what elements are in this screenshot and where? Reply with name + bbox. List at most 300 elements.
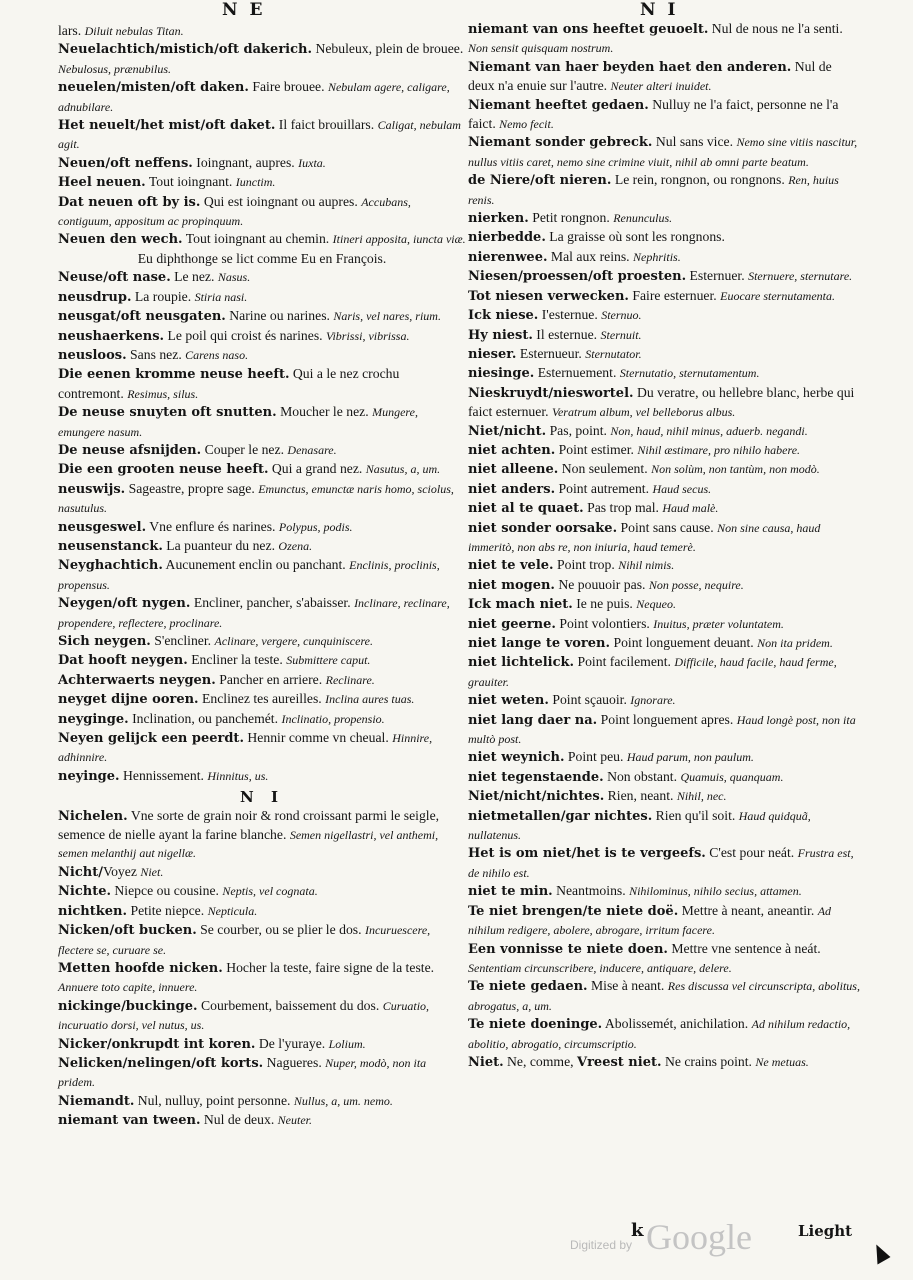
entry-headword: Dat neuen oft by is. [58, 194, 201, 210]
entry-headword: Nicker/onkrupdt int koren. [58, 1036, 256, 1052]
entry-french: Esternueur. [516, 345, 586, 361]
entry-french: I'esternue. [538, 307, 602, 323]
entry-headword: Nieskruydt/nieswortel. [468, 385, 634, 401]
entry-headword: neyinge. [58, 768, 120, 784]
entry-latin: Sententiam circunscribere, inducere, antiquare, delere. [468, 960, 732, 975]
entry-latin: Nepticula. [207, 903, 258, 918]
entry-latin: Haud malè. [662, 501, 719, 516]
entry-headword: niet anders. [468, 481, 556, 497]
entry-french: Esternuer. [686, 268, 749, 284]
dictionary-entry [468, 576, 860, 595]
entry-headword: Neuen den wech. [58, 232, 183, 248]
entry-headword: nierbedde. [468, 230, 546, 246]
entry-french: Point estimer. [555, 441, 638, 457]
entry-french: Qui est ioingnant ou aupres. [200, 193, 362, 209]
dictionary-entry [58, 116, 466, 154]
dictionary-entry [58, 671, 466, 690]
dictionary-entry [58, 403, 466, 441]
dictionary-entry [58, 863, 466, 882]
catchword: Lieght [798, 1222, 853, 1240]
entry-french: Neantmoins. [552, 883, 630, 899]
entry-french: Point trop. [553, 557, 619, 573]
dictionary-entry [468, 691, 860, 710]
entry-latin: Sternuere, sternutare. [748, 269, 853, 284]
entry-french: La roupie. [131, 288, 195, 304]
entry-latin: Ad nihilum redigere, abolere, abrogare, irritum facere. [468, 903, 832, 938]
entry-french: Point facilement. [574, 654, 675, 670]
entry-headword: Heel neuen. [58, 175, 146, 191]
entry-headword: Niet/nicht/nichtes. [468, 789, 605, 805]
entry-latin: Difficile, haud facile, haud ferme, grauiter. [468, 655, 837, 689]
dictionary-entry [468, 480, 860, 499]
entry-latin: Lolium. [328, 1036, 366, 1051]
entry-french: Nul de deux n'a enuie sur l'autre. [468, 58, 832, 94]
dictionary-entry [58, 518, 466, 537]
entry-headword: Nichte. [58, 884, 111, 900]
dictionary-entry [58, 594, 466, 632]
entry-latin: Incuruescere, flectere se, curuare se. [58, 923, 431, 957]
entry-french: Non obstant. [603, 768, 681, 784]
entry-latin: Stiria nasi. [194, 289, 248, 304]
entry-french: S'encliner. [150, 633, 215, 648]
entry-headword: Neyghachtich. [58, 558, 163, 574]
entry-latin: Vibrissi, vibrissa. [326, 328, 410, 343]
dictionary-entry [468, 556, 860, 575]
entry-french: Hocher la teste, faire signe de la teste. [222, 959, 435, 975]
entry-french: lars. [58, 23, 85, 38]
entry-headword: niet lange te voren. [468, 636, 611, 651]
entry-french: Courbement, baissement du dos. [197, 997, 383, 1013]
page-corner-mark [869, 1241, 891, 1264]
dictionary-entry [58, 288, 466, 307]
entry-french: Nulluy ne l'a faict, personne ne l'a faict. [468, 96, 839, 132]
dictionary-entry [468, 807, 860, 845]
entry-french: Mal aux reins. [547, 248, 634, 264]
entry-french: Le nez. [170, 269, 218, 285]
entry-latin: Aclinare, vergere, cunquiniscere. [214, 634, 374, 648]
entry-latin: Haud parum, non paulum. [626, 750, 754, 765]
right-column [468, 20, 860, 1072]
entry-french: Pas, point. [546, 422, 611, 438]
entry-headword: Tot niesen verwecken. [468, 288, 629, 304]
entry-latin: Renunculus. [613, 211, 673, 226]
entry-headword: niet alleene. [468, 462, 559, 478]
entry-headword: Neuse/oft nase. [58, 270, 171, 286]
entry-french: Le poil qui croist és narines. [164, 327, 327, 343]
entry-headword: nickinge/buckinge. [58, 998, 198, 1014]
dictionary-entry [468, 326, 860, 345]
dictionary-entry [58, 959, 466, 997]
dictionary-entry [58, 537, 466, 556]
entry-french: Mettre vne sentence à neát. [667, 940, 821, 956]
entry-latin: Accubans, contiguum, appositum ac propinquum. [58, 194, 411, 229]
entry-french: Nul de deux. [200, 1112, 278, 1128]
dictionary-entry [468, 96, 860, 134]
google-watermark: Google [646, 1217, 752, 1257]
entry-latin: Neuter. [277, 1113, 313, 1128]
dictionary-entry [58, 1054, 466, 1092]
dictionary-entry [58, 767, 466, 786]
entry-latin: Veratrum album, vel belleborus albus. [551, 405, 736, 420]
digitized-by-text: Digitized by [570, 1238, 633, 1252]
entry-headword: Te niet brengen/te niete doë. [468, 903, 679, 919]
entry-headword: nierken. [468, 211, 529, 227]
entry-headword: Die een grooten neuse heeft. [58, 462, 269, 478]
entry-latin: Nebulam agere, caligare, adnubilare. [58, 80, 450, 114]
entry-french: Encliner la teste. [187, 652, 287, 668]
entry-french: Mise à neant. [587, 978, 668, 994]
entry-latin: Nihil æstimare, pro nihilo habere. [637, 442, 801, 457]
entry-french: Rien, neant. [604, 788, 677, 804]
entry-headword: neyginge. [58, 711, 129, 727]
dictionary-entry [468, 711, 860, 749]
entry-headword: Metten hoofde nicken. [58, 960, 223, 976]
dictionary-entry [58, 346, 466, 365]
entry-latin: Haud longè post, non ita multò post. [468, 712, 856, 747]
entry-latin: Non posse, nequire. [648, 577, 744, 592]
entry-latin: Non sine causa, haud immeritò, non abs re, non iniuria, haud temerè. [468, 520, 821, 554]
entry-french: Point longuement apres. [597, 711, 737, 727]
dictionary-entry [468, 306, 860, 325]
entry-latin: Nequeo. [636, 597, 676, 612]
entry-french: Ioingnant, aupres. [192, 154, 299, 170]
entry-latin: Nebulosus, prænubilus. [58, 61, 172, 76]
dictionary-entry [468, 345, 860, 364]
dictionary-entry [58, 807, 466, 863]
entry-headword: neusgeswel. [58, 519, 147, 535]
dictionary-entry [58, 690, 466, 709]
entry-french: Mettre à neant, aneantir. [678, 902, 818, 918]
entry-latin: Nihil nimis. [618, 558, 675, 573]
dictionary-entry [468, 422, 860, 441]
entry-french: La graisse où sont les rongnons. [545, 229, 725, 245]
entry-french: Nagueres. [263, 1054, 326, 1070]
entry-latin: Hinnire, adhinnire. [58, 731, 433, 765]
entry-french: Vne enflure és narines. [146, 518, 279, 534]
entry-french: Point sans cause. [617, 519, 718, 535]
entry-french: Petit rongnon. [528, 210, 614, 226]
dictionary-entry [58, 230, 466, 249]
entry-latin: Non ita pridem. [757, 636, 833, 650]
entry-headword: niesinge. [468, 366, 535, 382]
entry-headword: Die eenen kromme neuse heeft. [58, 367, 290, 383]
entry-french: Nul, nulluy, point personne. [134, 1092, 294, 1108]
dictionary-entry [468, 364, 860, 383]
entry-latin: Neptis, vel cognata. [222, 884, 318, 899]
entry-french: Vne sorte de grain noir & rond croissant parmi le seigle, semence de nielle ayant la farine blanche. [58, 807, 440, 843]
dictionary-entry [468, 653, 860, 691]
entry-headword: Te niete gedaen. [468, 979, 588, 995]
dictionary-entry [58, 997, 466, 1035]
entry-latin: Mungere, emungere nasum. [58, 405, 418, 439]
dictionary-entry [58, 193, 466, 231]
entry-french: Pas trop mal. [583, 500, 663, 516]
entry-headword: Te niete doeninge. [468, 1017, 603, 1033]
dictionary-entry [468, 58, 860, 96]
entry-french: Tout ioingnant. [145, 174, 236, 190]
entry-latin: Niet. [140, 864, 164, 879]
dictionary-entry [468, 441, 860, 460]
entry-headword: nietmetallen/gar nichtes. [468, 808, 653, 824]
entry-latin: Diluit nebulas Titan. [84, 24, 184, 38]
entry-french: Qui a le nez crochu contremont. [58, 366, 400, 401]
entry-headword: Het neuelt/het mist/oft daket. [58, 118, 276, 134]
entry-latin: Nemo sine vitiis nascitur, nullus vitiis caret, nemo sine crimine viuit, nihil ab omni parte beatum. [468, 135, 858, 169]
entry-french: Hennir comme vn cheual. [243, 730, 393, 746]
entry-latin: Ignorare. [630, 693, 676, 708]
entry-headword: Niemant sonder gebreck. [468, 135, 653, 151]
entry-latin: Resimus, silus. [127, 386, 199, 401]
dictionary-entry [58, 40, 466, 78]
dictionary-entry [58, 1035, 466, 1054]
entry-latin: Iuxta. [298, 155, 326, 170]
entry-french: Sageastre, propre sage. [125, 480, 259, 496]
entry-headword: niet al te quaet. [468, 501, 584, 517]
entry-latin: Nullus, a, um. nemo. [293, 1093, 393, 1108]
entry-french: Point peu. [564, 749, 627, 765]
entry-latin: Submittere caput. [286, 653, 371, 668]
entry-french: Ne, comme, [503, 1053, 577, 1069]
entry-french: Nebuleux, plein de brouee. [312, 41, 464, 57]
entry-french: Faire brouee. [248, 79, 328, 95]
entry-headword: neushaerkens. [58, 328, 165, 344]
entry-headword: Neyen gelijck een peerdt. [58, 731, 244, 747]
dictionary-entry [58, 268, 466, 287]
entry-french: Aucunement enclin ou panchant. [162, 557, 350, 573]
dictionary-entry [58, 78, 466, 116]
entry-latin: Ren, huius renis. [468, 173, 839, 207]
entry-latin: Nihil, nec. [676, 789, 727, 804]
dictionary-entry [58, 173, 466, 192]
dictionary-entry [468, 248, 860, 267]
dictionary-entry [468, 209, 860, 228]
entry-headword: niet achten. [468, 442, 556, 458]
entry-french: Inclination, ou panchemét. [128, 710, 282, 726]
entry-french: Point sçauoir. [548, 692, 631, 708]
entry-headword: Niemant heeftet gedaen. [468, 97, 649, 113]
dictionary-entry [468, 519, 860, 557]
entry-headword: Ick niese. [468, 308, 539, 324]
entry-headword: Ick mach niet. [468, 597, 573, 613]
dictionary-entry [468, 634, 860, 653]
dictionary-entry [468, 940, 860, 978]
entry-french: Encliner, pancher, s'abaisser. [190, 595, 355, 611]
entry-latin: Euocare sternutamenta. [720, 288, 836, 303]
dictionary-entry [58, 441, 466, 460]
entry-french: Le rein, rongnon, ou rongnons. [611, 172, 789, 188]
dictionary-entry [468, 615, 860, 634]
entry-french: Il faict brouillars. [275, 117, 378, 133]
entry-latin: Nasutus, a, um. [365, 462, 441, 477]
entry-headword: niet sonder oorsake. [468, 520, 618, 536]
dictionary-entry [58, 921, 466, 959]
entry-headword: Neygen/oft nygen. [58, 596, 191, 612]
entry-latin: Ad nihilum redactio, abolitio, abrogatio, circumscriptio. [468, 1017, 851, 1051]
entry-headword: Niesen/proessen/oft proesten. [468, 269, 687, 285]
entry-latin: Sternuo. [601, 308, 642, 323]
dictionary-entry [58, 710, 466, 729]
section-heading: N I [240, 788, 284, 807]
dictionary-entry [58, 22, 466, 40]
entry-headword: neusdrup. [58, 289, 132, 305]
entry-headword: Nelicken/nelingen/oft korts. [58, 1055, 264, 1071]
entry-headword: Niet. [468, 1054, 504, 1070]
dictionary-entry [468, 20, 860, 58]
entry-headword: nichtken. [58, 903, 128, 919]
dictionary-entry [468, 1015, 860, 1053]
dictionary-entry [58, 307, 466, 326]
entry-french: De l'yuraye. [255, 1035, 329, 1051]
entry-french: Couper le nez. [201, 441, 288, 457]
entry-french: Narine ou narines. [225, 308, 334, 324]
left-column [58, 22, 466, 1131]
entry-french: Se courber, ou se plier le dos. [196, 922, 365, 938]
entry-headword: Nichelen. [58, 808, 128, 824]
entry-latin: Non sensit quisquam nostrum. [468, 41, 614, 56]
dictionary-entry [468, 267, 860, 286]
dictionary-entry [468, 977, 860, 1015]
entry-french: Tout ioingnant au chemin. [182, 231, 333, 247]
entry-headword: Een vonnisse te niete doen. [468, 941, 668, 957]
entry-french: Ie ne puis. [572, 596, 637, 612]
entry-latin: Enclinis, proclinis, propensus. [58, 558, 440, 592]
entry-headword: niet lang daer na. [468, 712, 598, 728]
entry-headword: niemant van ons heeftet geuoelt. [468, 22, 709, 37]
left-running-head: N E [222, 0, 266, 20]
entry-latin: Neuter alteri inuidet. [610, 79, 712, 94]
entry-french: Moucher le nez. [276, 404, 373, 420]
entry-french: Il esternue. [532, 326, 601, 342]
entry-headword: niet tegenstaende. [468, 769, 604, 785]
dictionary-entry [58, 154, 466, 173]
entry-headword: Nicken/oft bucken. [58, 923, 197, 939]
entry-french: Petite niepce. [127, 902, 208, 918]
dictionary-entry [468, 748, 860, 767]
entry-latin: Ozena. [278, 538, 313, 553]
entry-latin: Polypus, podis. [278, 519, 353, 534]
dictionary-entry [468, 1053, 860, 1072]
entry-latin: Haud quidquã, nullatenus. [468, 808, 811, 843]
dictionary-entry [468, 171, 860, 209]
entry-headword: Achterwaerts neygen. [58, 672, 216, 688]
entry-headword: neusgat/oft neusgaten. [58, 309, 226, 325]
entry-latin: Nemo fecit. [499, 117, 554, 132]
entry-french: Rien qu'il soit. [652, 807, 739, 823]
entry-french: Niepce ou cousine. [111, 883, 223, 899]
entry-french: Qui a grand nez. [268, 461, 366, 477]
dictionary-entry [58, 480, 466, 518]
entry-latin: Sternutator. [585, 346, 642, 361]
entry-latin: Naris, vel nares, rium. [333, 309, 441, 324]
dictionary-entry [468, 228, 860, 247]
entry-latin: Ne metuas. [755, 1054, 809, 1069]
dictionary-entry [468, 902, 860, 940]
dictionary-entry [468, 882, 860, 901]
entry-headword: niet te min. [468, 884, 553, 900]
entry-headword: Neuen/oft neffens. [58, 155, 193, 171]
entry-headword: niet weten. [468, 693, 549, 709]
signature-mark: k [631, 1220, 644, 1241]
entry-headword: niemant van tween. [58, 1113, 201, 1129]
dictionary-entry [58, 250, 466, 268]
dictionary-entry [58, 882, 466, 901]
dictionary-entry [468, 287, 860, 306]
entry-headword: niet geerne. [468, 616, 556, 632]
dictionary-entry [468, 499, 860, 518]
entry-latin: Nephritis. [633, 249, 681, 264]
entry-headword: Dat hooft neygen. [58, 653, 188, 669]
entry-headword: Het is om niet/het is te vergeefs. [468, 846, 706, 862]
dictionary-entry [58, 1111, 466, 1130]
entry-headword: niet lichtelick. [468, 655, 575, 671]
dictionary-entry [468, 787, 860, 806]
dictionary-entry [468, 768, 860, 787]
entry-headword: De neuse snuyten oft snutten. [58, 405, 277, 421]
entry-french: Esternuement. [534, 365, 620, 381]
entry-latin: Inclina aures tuas. [325, 692, 415, 707]
entry-headword: neyget dijne ooren. [58, 692, 199, 708]
dictionary-entry [58, 651, 466, 670]
entry-latin: Emunctus, emunctæ naris homo, sciolus, nasutulus. [58, 481, 454, 516]
entry-headword: Niemandt. [58, 1093, 135, 1109]
entry-latin: Annuere toto capite, innuere. [58, 980, 198, 995]
dictionary-entry [58, 460, 466, 479]
entry-latin: Carens naso. [185, 347, 249, 362]
entry-latin: Sternuit. [600, 327, 642, 342]
dictionary-entry [468, 133, 860, 171]
entry-french: Hennissement. [119, 767, 208, 783]
entry-latin: Reclinare. [325, 672, 375, 687]
entry-french: Abolissemét, anichilation. [602, 1016, 752, 1032]
entry-french: Ne crains point. [661, 1053, 756, 1069]
entry-headword: Sich neygen. [58, 634, 151, 649]
entry-headword: Neuelachtich/mistich/oft dakerich. [58, 42, 313, 58]
entry-headword: Niemant van haer beyden haet den anderen. [468, 59, 792, 75]
entry-latin: Frustra est, de nihilo est. [468, 846, 854, 880]
entry-french: C'est pour neát. [705, 845, 798, 861]
entry-latin: Semen nigellastri, vel anthemi, semen melanthij aut nigellæ. [58, 828, 439, 861]
entry-french: La puanteur du nez. [162, 537, 279, 553]
dictionary-entry [468, 595, 860, 614]
entry-headword: nieser. [468, 346, 517, 362]
entry-latin: Non solùm, non tantùm, non modò. [651, 462, 820, 477]
entry-headword: neuswijs. [58, 481, 126, 497]
entry-latin: Quamuis, quanquam. [680, 769, 784, 784]
entry-headword: Nicht/ [58, 864, 103, 880]
entry-headword: nierenwee. [468, 249, 548, 265]
entry-french: Nul de nous ne l'a senti. [708, 21, 843, 36]
entry-latin: Inclinare, reclinare, propendere, reflectere, proclinare. [58, 596, 450, 630]
entry-french: Voyez [102, 863, 141, 879]
entry-headword: neusenstanck. [58, 538, 163, 554]
entry-french: Eu diphthonge se lict comme Eu en François. [137, 250, 387, 266]
right-running-head: N I [640, 0, 679, 20]
entry-latin: Inuitus, præter voluntatem. [653, 616, 784, 631]
entry-latin: Res discussa vel circunscripta, abolitus, abrogatus, a, um. [468, 979, 860, 1013]
entry-french: Pancher en arriere. [215, 671, 326, 687]
dictionary-entry [58, 632, 466, 651]
entry-french: Ne pouuoir pas. [554, 576, 649, 592]
entry-latin: Nasus. [217, 270, 251, 285]
entry-headword: niet weynich. [468, 750, 565, 766]
dictionary-entry [58, 902, 466, 921]
entry-headword: niet mogen. [468, 577, 555, 593]
entry-french: Nul sans vice. [652, 134, 737, 150]
dictionary-entry [58, 365, 466, 403]
entry-headword: De neuse afsnijden. [58, 442, 202, 458]
entry-headword: Niet/nicht. [468, 423, 547, 439]
dictionary-entry [58, 729, 466, 767]
